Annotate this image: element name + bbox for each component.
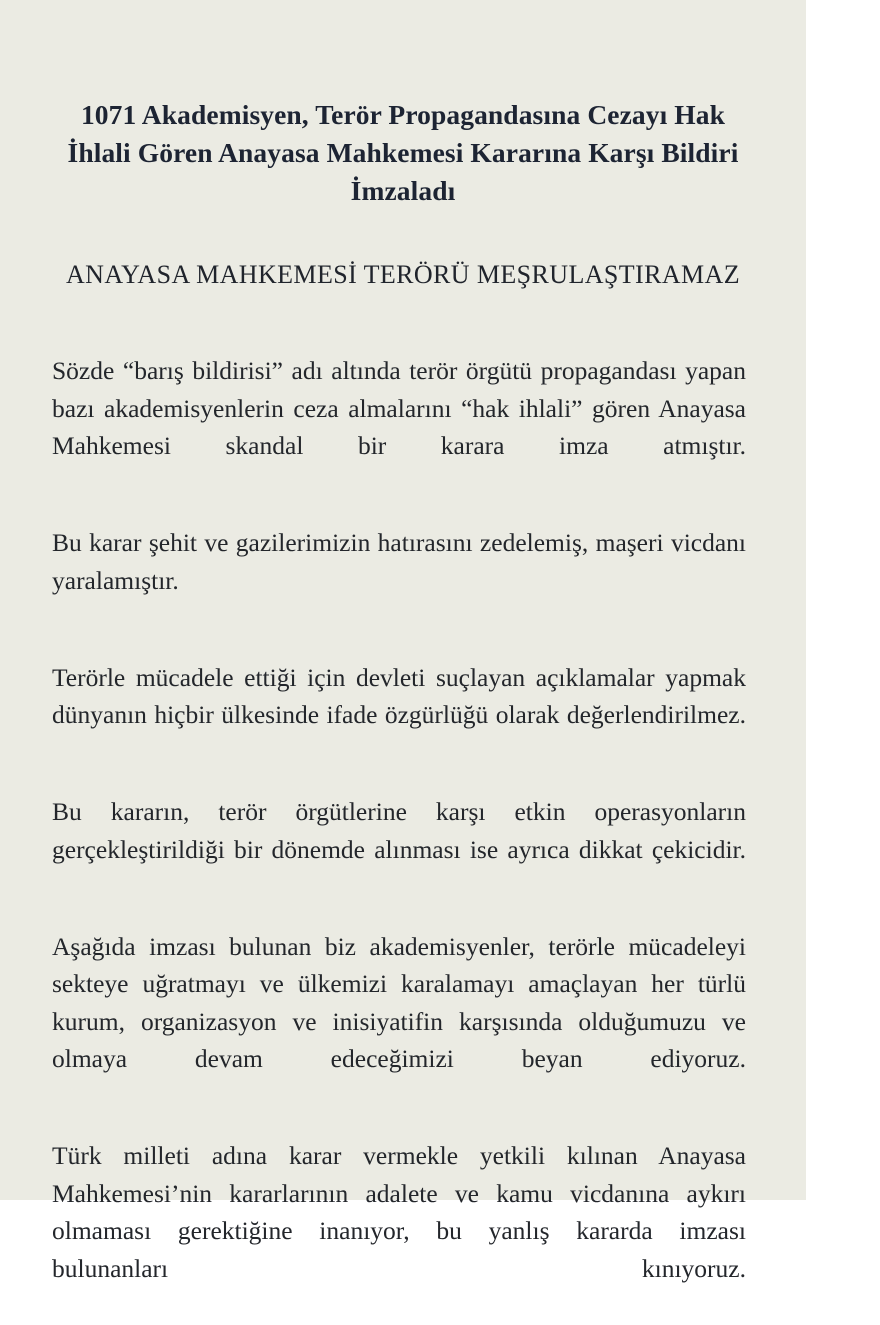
body-paragraph: Aşağıda imzası bulunan biz akademisyenler, terörle mücadeleyi sekteye uğratmayı ve ülkemizi karalamayı amaçlayan her türlü kurum, organizasyon ve inisiyatifin karşısında olduğumuzu ve olmaya devam edeceğimizi beyan ediyoruz. [52, 931, 746, 1073]
body-paragraph: Terörle mücadele ettiği için devleti suçlayan açıklamalar yapmak dünyanın hiçbir ülkesinde ifade özgürlüğü olarak değerlendirilmez. [52, 662, 746, 729]
body-paragraph: Sözde “barış bildirisi” adı altında terör örgütü propagandası yapan bazı akademisyenlerin ceza almalarını “hak ihlali” gören Anayasa Mahkemesi skandal bir karara imza atmıştır. [52, 356, 746, 460]
document-body [52, 352, 746, 1325]
page-title: 1071 Akademisyen, Terör Propagandasına Cezayı Hak İhlali Gören Anayasa Mahkemesi Kararına Karşı Bildiri İmzaladı [67, 99, 739, 206]
body-paragraph: Türk milleti adına karar vermekle yetkili kılınan Anayasa Mahkemesi’nin kararlarının adalete ve kamu vicdanına aykırı olmaması gerektiğine inanıyor, bu yanlış kararda imzası bulunanları kınıyoruz. [52, 1141, 746, 1283]
body-paragraph: Bu kararın, terör örgütlerine karşı etkin operasyonların gerçekleştirildiği bir dönemde alınması ise ayrıca dikkat çekicidir. [52, 797, 746, 864]
document-subtitle: ANAYASA MAHKEMESİ TERÖRÜ MEŞRULAŞTIRAMAZ [65, 260, 741, 289]
body-paragraph: Bu karar şehit ve gazilerimizin hatırasını zedelemiş, maşeri vicdanı yaralamıştır. [52, 528, 746, 595]
